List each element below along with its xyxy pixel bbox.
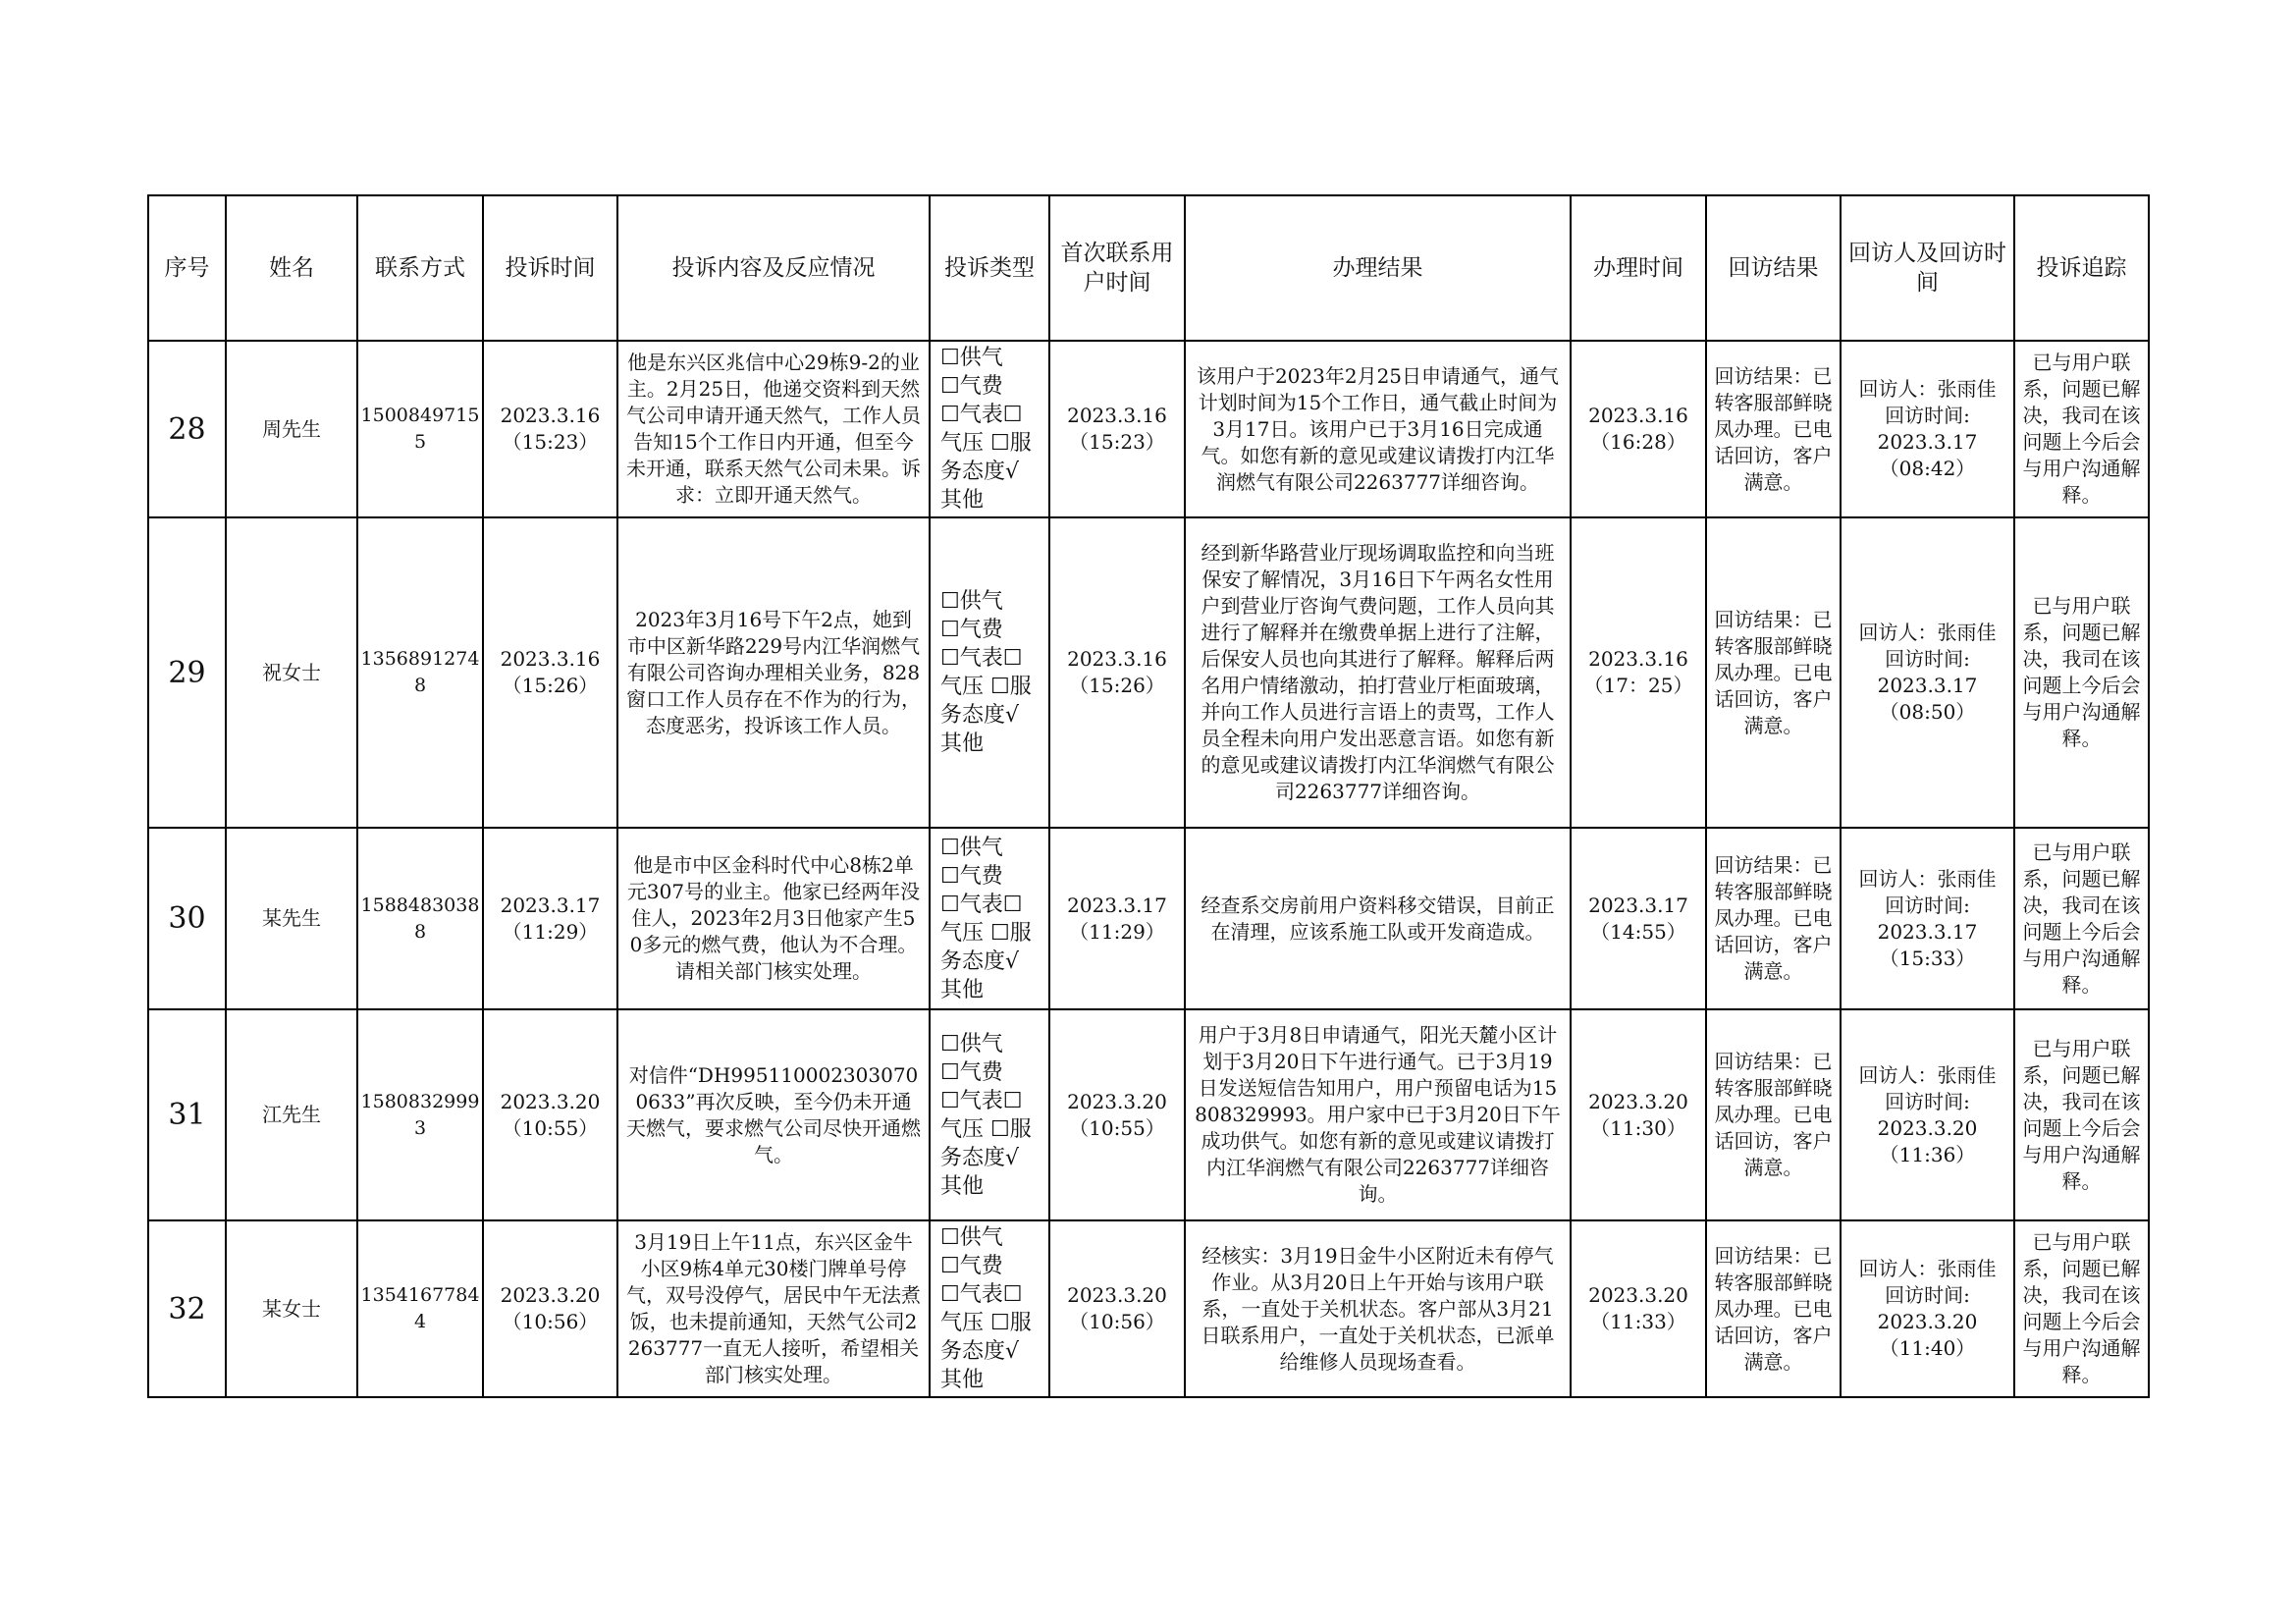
complaint-type-line: 务态度√ (940, 1145, 1020, 1170)
complaint-type-line: 其他 (940, 977, 985, 1002)
visitor-line: 回访时间: (1885, 1283, 1970, 1307)
complaint-type-line: ☐气费 (940, 1254, 1003, 1278)
complaint-time-cell (483, 828, 617, 1009)
handling-time-line: 2023.3.16 (1588, 647, 1688, 671)
complaint-table (147, 194, 2150, 1398)
complaint-time-line: 2023.3.20 (500, 1283, 601, 1307)
handling-time-line: （11:33） (1590, 1310, 1686, 1333)
first-contact-time-line: 2023.3.16 (1067, 647, 1167, 671)
visitor-line: 回访时间: (1885, 1089, 1970, 1113)
handling-result-cell: 经查系交房前用户资料移交错误，目前正在清理，应该系施工队或开发商造成。 (1185, 828, 1571, 1009)
visitor-line: （08:50） (1879, 700, 1976, 724)
complainant-name-cell: 祝女士 (226, 517, 357, 828)
callback-result-cell: 回访结果：已转客服部鲜晓凤办理。已电话回访，客户满意。 (1706, 517, 1841, 828)
complaint-type-line: ☐气费 (940, 618, 1003, 642)
visitor-line: 2023.3.17 (1877, 430, 1978, 454)
callback-result-cell: 回访结果：已转客服部鲜晓凤办理。已电话回访，客户满意。 (1706, 1009, 1841, 1220)
header-cell: 办理结果 (1185, 195, 1571, 341)
first-contact-time-line: 2023.3.16 (1067, 404, 1167, 427)
complaint-content-cell: 3月19日上午11点，东兴区金牛小区9栋4单元30楼门牌单号停气，双号没停气，居民中午无法煮饭，也未提前通知，天然气公司2263777一直无人接听，希望相关部门核实处理。 (617, 1220, 930, 1397)
complaint-type-line: 务态度√ (940, 460, 1020, 484)
complaint-type-line: 其他 (940, 1368, 985, 1392)
complaint-content-cell: 他是东兴区兆信中心29栋9-2的业主。2月25日，他递交资料到天然气公司申请开通天然气，工作人员告知15个工作日内开通，但至今未开通，联系天然气公司未果。诉求：立即开通天然气。 (617, 341, 930, 517)
complaint-type-line: 其他 (940, 1173, 985, 1199)
visitor-line: 回访时间: (1885, 404, 1970, 427)
complaint-type-line: 气压 ☐服 (940, 1311, 1032, 1335)
handling-time-cell (1571, 1220, 1706, 1397)
first-contact-time-cell (1049, 828, 1185, 1009)
header-cell: 投诉时间 (483, 195, 617, 341)
complaint-type-line: 其他 (940, 731, 985, 756)
complaint-type-line: 其他 (940, 488, 985, 513)
first-contact-time-line: 2023.3.17 (1067, 893, 1167, 917)
first-contact-time-cell (1049, 1009, 1185, 1220)
complaint-time-line: 2023.3.17 (500, 893, 601, 917)
callback-result-cell: 回访结果：已转客服部鲜晓凤办理。已电话回访，客户满意。 (1706, 341, 1841, 517)
table-row (148, 1220, 2149, 1397)
visitor-line: 2023.3.17 (1877, 919, 1978, 944)
header-cell: 回访结果 (1706, 195, 1841, 341)
handling-time-line: （17：25） (1583, 674, 1693, 697)
complaint-time-line: 2023.3.20 (500, 1089, 601, 1113)
complaint-type-line: ☐气费 (940, 374, 1003, 399)
visitor-and-time-cell (1841, 341, 2014, 517)
handling-time-cell (1571, 828, 1706, 1009)
complaint-content-cell: 2023年3月16号下午2点，她到市中区新华路229号内江华润燃气有限公司咨询办理相关业务，828窗口工作人员存在不作为的行为，态度恶劣，投诉该工作人员。 (617, 517, 930, 828)
complaint-time-cell (483, 1220, 617, 1397)
header-cell: 首次联系用户时间 (1049, 195, 1185, 341)
table-row (148, 517, 2149, 828)
complainant-name-cell: 某女士 (226, 1220, 357, 1397)
first-contact-time-cell (1049, 341, 1185, 517)
handling-time-line: 2023.3.16 (1588, 404, 1688, 427)
complaint-type-line: ☐气费 (940, 863, 1003, 889)
complaint-time-line: 2023.3.16 (500, 404, 601, 427)
complaint-type-cell (930, 1220, 1049, 1397)
complaint-type-cell (930, 828, 1049, 1009)
visitor-line: 回访人：张雨佳 (1858, 1257, 1997, 1280)
complaint-type-line: 气压 ☐服 (940, 1116, 1032, 1142)
serial-number-cell: 31 (148, 1009, 226, 1220)
visitor-line: （15:33） (1879, 946, 1976, 970)
handling-result-cell: 该用户于2023年2月25日申请通气，通气计划时间为15个工作日，通气截止时间为3月17日。该用户已于3月16日完成通气。如您有新的意见或建议请拨打内江华润燃气有限公司2263777详细咨询。 (1185, 341, 1571, 517)
serial-number-cell: 32 (148, 1220, 226, 1397)
visitor-line: （08:42） (1879, 457, 1976, 480)
header-cell: 办理时间 (1571, 195, 1706, 341)
visitor-line: 2023.3.20 (1877, 1310, 1978, 1333)
contact-phone-cell: 15008497155 (357, 341, 483, 517)
first-contact-time-line: （10:56） (1069, 1310, 1165, 1333)
first-contact-time-cell (1049, 517, 1185, 828)
visitor-line: 回访时间: (1885, 647, 1970, 671)
table-row (148, 341, 2149, 517)
header-cell: 回访人及回访时间 (1841, 195, 2014, 341)
complaint-time-line: （10:56） (502, 1310, 599, 1333)
visitor-line: 回访人：张雨佳 (1858, 621, 1997, 644)
header-cell: 序号 (148, 195, 226, 341)
complaint-time-cell (483, 1009, 617, 1220)
complaint-time-cell (483, 341, 617, 517)
complainant-name-cell: 某先生 (226, 828, 357, 1009)
handling-result-cell: 经核实：3月19日金牛小区附近未有停气作业。从3月20日上午开始与该用户联系，一直处于关机状态。客户部从3月21日联系用户，一直处于关机状态，已派单给维修人员现场查看。 (1185, 1220, 1571, 1397)
complaint-time-line: （11:29） (502, 919, 599, 944)
visitor-line: 回访时间: (1885, 893, 1970, 917)
complaint-type-line: 气压 ☐服 (940, 920, 1032, 946)
complaint-type-line: ☐气费 (940, 1059, 1003, 1085)
complaint-time-line: （15:23） (502, 430, 599, 454)
first-contact-time-line: （15:26） (1069, 674, 1165, 697)
complaint-type-line: ☐供气 (940, 346, 1003, 370)
contact-phone-cell: 15884830388 (357, 828, 483, 1009)
first-contact-time-cell (1049, 1220, 1185, 1397)
complaint-content-cell: 他是市中区金科时代中心8栋2单元307号的业主。他家已经两年没住人，2023年2月3日他家产生50多元的燃气费，他认为不合理。请相关部门核实处理。 (617, 828, 930, 1009)
contact-phone-cell: 13568912748 (357, 517, 483, 828)
header-cell: 投诉类型 (930, 195, 1049, 341)
visitor-line: 回访人：张雨佳 (1858, 377, 1997, 401)
complaint-time-line: （10:55） (502, 1115, 599, 1140)
visitor-and-time-cell (1841, 828, 2014, 1009)
serial-number-cell: 28 (148, 341, 226, 517)
complaint-type-line: ☐供气 (940, 1031, 1003, 1056)
complaint-type-line: ☐供气 (940, 835, 1003, 860)
complaint-type-line: ☐气表☐ (940, 646, 1023, 671)
complaint-type-line: ☐气表☐ (940, 403, 1023, 427)
complaint-type-line: 气压 ☐服 (940, 431, 1032, 456)
complaint-table-sheet (147, 194, 2148, 1398)
visitor-and-time-cell (1841, 1009, 2014, 1220)
handling-result-cell: 用户于3月8日申请通气，阳光天麓小区计划于3月20日下午进行通气。已于3月19日发送短信告知用户，用户预留电话为15808329993。用户家中已于3月20日下午成功供气。如您有新的意见或建议请拨打内江华润燃气有限公司2263777详细咨询。 (1185, 1009, 1571, 1220)
tracking-cell: 已与用户联系，问题已解决，我司在该问题上今后会与用户沟通解释。 (2014, 517, 2149, 828)
complaint-type-line: 务态度√ (940, 1339, 1020, 1364)
callback-result-cell: 回访结果：已转客服部鲜晓凤办理。已电话回访，客户满意。 (1706, 1220, 1841, 1397)
complaint-type-line: ☐气表☐ (940, 892, 1023, 917)
tracking-cell: 已与用户联系，问题已解决，我司在该问题上今后会与用户沟通解释。 (2014, 1220, 2149, 1397)
complaint-type-line: 务态度√ (940, 703, 1020, 728)
complaint-type-line: 气压 ☐服 (940, 675, 1032, 699)
header-cell: 投诉追踪 (2014, 195, 2149, 341)
handling-time-line: 2023.3.20 (1588, 1089, 1688, 1113)
header-cell: 联系方式 (357, 195, 483, 341)
handling-time-cell (1571, 341, 1706, 517)
handling-time-cell (1571, 1009, 1706, 1220)
complaint-content-cell: 对信件“DH99511000230307006​33”再次反映，至今仍未开通天燃气，要求燃气公司尽快开通燃气。 (617, 1009, 930, 1220)
complaint-type-line: 务态度√ (940, 948, 1020, 974)
tracking-cell: 已与用户联系，问题已解决，我司在该问题上今后会与用户沟通解释。 (2014, 828, 2149, 1009)
handling-result-cell: 经到新华路营业厅现场调取监控和向当班保安了解情况，3月16日下午两名女性用户到营业厅咨询气费问题，工作人员向其进行了解释并在缴费单据上进行了注解，后保安人员也向其进行了解释。解释后两名用户情绪激动，拍打营业厅柜面玻璃，并向工作人员进行言语上的责骂，工作人员全程未向用户发出恶意言语。如您有新的意见或建议请拨打内江华润燃气有限公司2263777详细咨询。 (1185, 517, 1571, 828)
visitor-line: （11:36） (1879, 1142, 1976, 1166)
table-header-row (148, 195, 2149, 341)
first-contact-time-line: 2023.3.20 (1067, 1089, 1167, 1113)
complaint-type-line: ☐供气 (940, 1225, 1003, 1250)
visitor-line: 2023.3.20 (1877, 1115, 1978, 1140)
serial-number-cell: 29 (148, 517, 226, 828)
tracking-cell: 已与用户联系，问题已解决，我司在该问题上今后会与用户沟通解释。 (2014, 1009, 2149, 1220)
handling-time-line: （11:30） (1590, 1115, 1686, 1140)
visitor-line: 回访人：张雨佳 (1858, 1062, 1997, 1087)
complaint-time-line: （15:26） (502, 674, 599, 697)
complainant-name-cell: 江先生 (226, 1009, 357, 1220)
complaint-time-cell (483, 517, 617, 828)
table-row (148, 1009, 2149, 1220)
handling-time-line: （16:28） (1590, 430, 1686, 454)
contact-phone-cell: 13541677844 (357, 1220, 483, 1397)
handling-time-line: （14:55） (1590, 919, 1686, 944)
complaint-type-line: ☐供气 (940, 589, 1003, 614)
visitor-and-time-cell (1841, 517, 2014, 828)
table-row (148, 828, 2149, 1009)
complaint-time-line: 2023.3.16 (500, 647, 601, 671)
callback-result-cell: 回访结果：已转客服部鲜晓凤办理。已电话回访，客户满意。 (1706, 828, 1841, 1009)
first-contact-time-line: （10:55） (1069, 1115, 1165, 1140)
handling-time-cell (1571, 517, 1706, 828)
visitor-line: 回访人：张雨佳 (1858, 866, 1997, 891)
complainant-name-cell: 周先生 (226, 341, 357, 517)
handling-time-line: 2023.3.20 (1588, 1283, 1688, 1307)
visitor-line: （11:40） (1879, 1336, 1976, 1360)
first-contact-time-line: （11:29） (1069, 919, 1165, 944)
header-cell: 投诉内容及反应情况 (617, 195, 930, 341)
visitor-line: 2023.3.17 (1877, 674, 1978, 697)
serial-number-cell: 30 (148, 828, 226, 1009)
first-contact-time-line: 2023.3.20 (1067, 1283, 1167, 1307)
complaint-type-cell (930, 1009, 1049, 1220)
complaint-type-line: ☐气表☐ (940, 1282, 1023, 1307)
contact-phone-cell: 15808329993 (357, 1009, 483, 1220)
tracking-cell: 已与用户联系，问题已解决，我司在该问题上今后会与用户沟通解释。 (2014, 341, 2149, 517)
header-cell: 姓名 (226, 195, 357, 341)
handling-time-line: 2023.3.17 (1588, 893, 1688, 917)
complaint-type-cell (930, 341, 1049, 517)
complaint-type-cell (930, 517, 1049, 828)
complaint-type-line: ☐气表☐ (940, 1088, 1023, 1113)
first-contact-time-line: （15:23） (1069, 430, 1165, 454)
visitor-and-time-cell (1841, 1220, 2014, 1397)
